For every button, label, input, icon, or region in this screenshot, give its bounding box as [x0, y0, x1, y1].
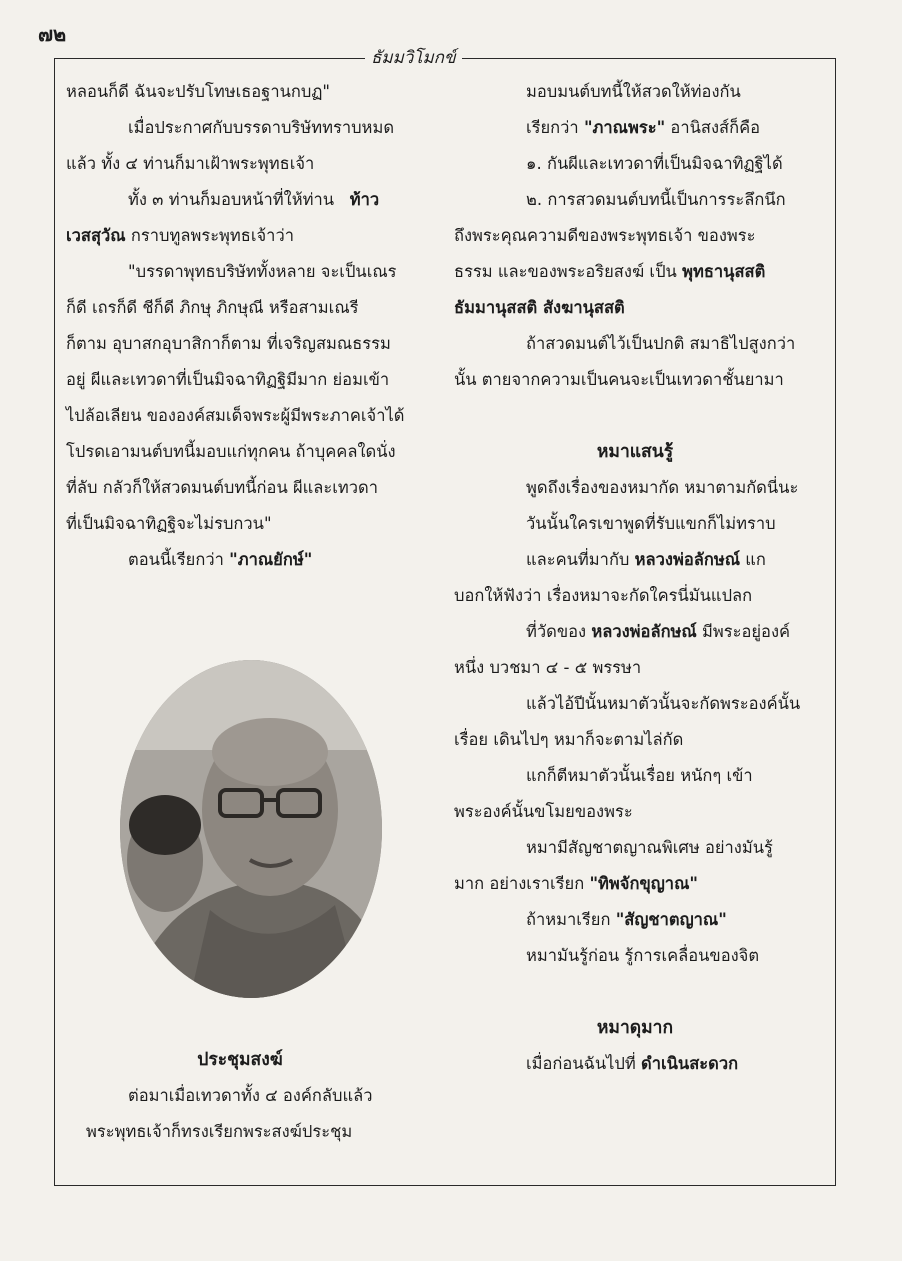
bold-term: "ภาณพระ" — [583, 118, 666, 137]
text-line: ถึงพระคุณความดีของพระพุทธเจ้า ของพระ — [454, 226, 756, 245]
text-line: แล้วไอ้ปีนั้นหมาตัวนั้นจะกัดพระองค์นั้น — [526, 694, 801, 713]
text-line: แกก็ตีหมาตัวนั้นเรื่อย หนักๆ เข้า — [526, 766, 753, 785]
text-span: ธรรม และของพระอริยสงฆ์ เป็น — [454, 262, 683, 281]
text-line: หมามีสัญชาตญาณพิเศษ อย่างมันรู้ — [526, 838, 773, 857]
text-line — [454, 902, 816, 938]
bold-name: เวสสุวัณ — [66, 226, 126, 245]
text-line: ถ้าสวดมนต์ไว้เป็นปกติ สมาธิไปสูงกว่า — [526, 334, 796, 353]
left-column — [66, 74, 414, 578]
text-line: ที่ลับ กลัวก็ให้สวดมนต์บทนี้ก่อน ผีและเทวดา — [66, 478, 379, 497]
text-line: นั้น ตายจากความเป็นคนจะเป็นเทวดาชั้นยามา — [454, 370, 784, 389]
text-line: มอบมนต์บทนี้ให้สวดให้ท่องกัน — [526, 82, 741, 101]
text-line: ที่เป็นมิจฉาทิฏฐิจะไม่รบกวน" — [66, 514, 272, 533]
text-span: มีพระอยู่องค์ — [696, 622, 791, 641]
text-span: มาก อย่างเราเรียก — [454, 874, 590, 893]
text-line — [66, 182, 414, 218]
text-line — [454, 110, 816, 146]
bold-term: "สัญชาตญาณ" — [615, 910, 727, 929]
text-line: เมื่อประกาศกับบรรดาบริษัททราบหมด — [128, 118, 395, 137]
bold-place: ดำเนินสะดวก — [641, 1054, 739, 1073]
text-span: ถ้าหมาเรียก — [526, 910, 616, 929]
text-span: ทั้ง ๓ ท่านก็มอบหน้าที่ให้ท่าน — [128, 190, 335, 209]
text-span: อานิสงส์ก็คือ — [665, 118, 761, 137]
text-line — [66, 218, 414, 254]
portrait-illustration — [120, 660, 382, 998]
text-line: ๒. การสวดมนต์บทนี้เป็นการระลึกนึก — [526, 190, 786, 209]
monk-portrait-photo — [120, 660, 382, 998]
text-line: ไปล้อเลียน ขององค์สมเด็จพระผู้มีพระภาคเจ้าได้ — [66, 406, 405, 425]
text-line: วันนั้นใครเขาพูดที่รับแขกก็ไม่ทราบ — [526, 514, 776, 533]
text-line — [454, 866, 816, 902]
bold-term: ธัมมานุสสติ — [454, 298, 538, 317]
bold-name: ท้าว — [349, 190, 380, 209]
right-column — [454, 74, 816, 1082]
spacer — [454, 398, 816, 434]
text-span: ที่วัดของ — [526, 622, 592, 641]
running-title: ธัมมวิโมกข์ — [365, 44, 462, 71]
text-line: อยู่ ผีและเทวดาที่เป็นมิจฉาทิฏฐิมีมาก ย่อมเข้า — [66, 370, 390, 389]
text-line: "บรรดาพุทธบริษัททั้งหลาย จะเป็นเณร — [128, 262, 397, 281]
bold-term: "ภาณยักษ์" — [229, 550, 313, 569]
text-line — [454, 290, 816, 326]
text-line: ๑. กันผีและเทวดาที่เป็นมิจฉาทิฏฐิได้ — [526, 154, 783, 173]
page-number: ๗๒ — [38, 22, 67, 46]
text-line: ก็ตาม อุบาสกอุบาสิกาก็ตาม ที่เจริญสมณธรรม — [66, 334, 391, 353]
text-line: เรื่อย เดินไปๆ หมาก็จะตามไล่กัด — [454, 730, 684, 749]
bold-term: "ทิพจักขุญาณ" — [589, 874, 698, 893]
text-span: แก — [740, 550, 766, 569]
photo-caption-heading: ประชุมสงฆ์ — [197, 1050, 283, 1070]
spacer — [454, 974, 816, 1010]
section-heading: หมาดุมาก — [596, 1018, 674, 1038]
text-span: และคนที่มากับ — [526, 550, 635, 569]
text-line: แล้ว ทั้ง ๔ ท่านก็มาเฝ้าพระพุทธเจ้า — [66, 154, 315, 173]
text-line: พระองค์นั้นขโมยของพระ — [454, 802, 633, 821]
text-line — [454, 542, 816, 578]
text-line: หนึ่ง บวชมา ๔ - ๕ พรรษา — [454, 658, 642, 677]
text-line: ต่อมาเมื่อเทวดาทั้ง ๔ องค์กลับแล้ว — [128, 1086, 373, 1105]
text-line: หมามันรู้ก่อน รู้การเคลื่อนของจิต — [526, 946, 760, 965]
text-line: บอกให้ฟังว่า เรื่องหมาจะกัดใครนี่มันแปลก — [454, 586, 753, 605]
text-line — [66, 542, 414, 578]
bold-name: หลวงพ่อลักษณ์ — [591, 622, 697, 641]
caption-block — [66, 1042, 414, 1150]
text-line — [454, 254, 816, 290]
text-line — [454, 614, 816, 650]
bold-name: หลวงพ่อลักษณ์ — [634, 550, 741, 569]
section-heading: หมาแสนรู้ — [596, 442, 674, 462]
text-line — [454, 1046, 816, 1082]
text-span: กราบทูลพระพุทธเจ้าว่า — [125, 226, 294, 245]
text-line: ก็ดี เถรก็ดี ชีก็ดี ภิกษุ ภิกษุณี หรือสามเณรี — [66, 298, 359, 317]
text-span: เมื่อก่อนฉันไปที่ — [526, 1054, 642, 1073]
text-line: พูดถึงเรื่องของหมากัด หมาตามกัดนี่นะ — [526, 478, 799, 497]
bold-term: สังฆานุสสติ — [537, 298, 625, 317]
text-span: เรียกว่า — [526, 118, 584, 137]
text-line: พระพุทธเจ้าก็ทรงเรียกพระสงฆ์ประชุม — [86, 1122, 353, 1141]
text-span: ตอนนี้เรียกว่า — [128, 550, 230, 569]
text-line: หลอนก็ดี ฉันจะปรับโทษเธอฐานกบฏ" — [66, 82, 330, 101]
bold-term: พุทธานุสสติ — [682, 262, 766, 281]
text-line: โปรดเอามนต์บทนี้มอบแก่ทุกคน ถ้าบุคคลใดนั่ง — [66, 442, 396, 461]
